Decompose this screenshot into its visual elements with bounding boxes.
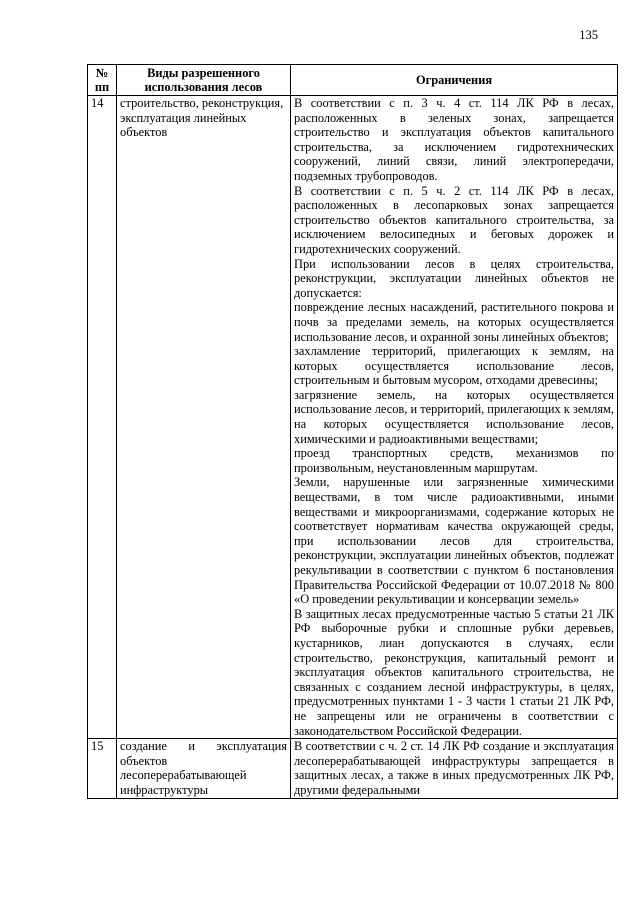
table-row (88, 739, 618, 798)
restrictions-cell (291, 739, 618, 798)
header-num-line2: пп (94, 80, 110, 94)
row-number: 14 (88, 96, 117, 739)
restriction-paragraph: Земли, нарушенные или загрязненные химическими веществами, в том числе радиоактивными, иными веществами и микроорганизмами, содержание которых не соответствует нормативам качества окружающей среды, при использовании лесов для строительства, реконструкции, эксплуатации линейных объектов, подлежат рекультивации в соответствии с пунктом 6 постановления Правительства Российской Федерации от 10.07.2018 № 800 «О проведении рекультивации и консервации земель» (294, 475, 614, 607)
restriction-paragraph: захламление территорий, прилегающих к землям, на которых осуществляется использование лесов, строительным и бытовым мусором, отходами древесины; (294, 344, 614, 388)
header-restrictions: Ограничения (291, 65, 618, 96)
restriction-paragraph: В соответствии с п. 3 ч. 4 ст. 114 ЛК РФ в лесах, расположенных в зеленых зонах, запрещается строительство и эксплуатация объектов капитального строительства, за исключением гидротехнических сооружений, линий связи, линий электропередачи, подземных трубопроводов. (294, 96, 614, 183)
restriction-paragraph: В защитных лесах предусмотренные частью 5 статьи 21 ЛК РФ выборочные рубки и сплошные рубки деревьев, кустарников, лиан допускаются в случаях, если строительство, реконструкция, капитальный ремонт и эксплуатация объектов капитального строительства, не связанных с созданием лесной инфраструктуры, в целях, предусмотренных пунктами 1 - 3 части 1 статьи 21 ЛК РФ, не запрещены или не ограничены в соответствии с законодательством Российской Федерации. (294, 606, 614, 738)
table-header-row (88, 65, 618, 96)
usage-type: строительство, реконструкция, эксплуатация линейных объектов (117, 96, 291, 739)
restrictions-cell (291, 96, 618, 739)
header-type: Виды разрешенного использования лесов (117, 65, 291, 96)
usage-type: создание и эксплуатация объектов лесоперерабатывающей инфраструктуры (117, 739, 291, 798)
restrictions-table (87, 64, 618, 799)
row-number: 15 (88, 739, 117, 798)
restriction-paragraph: загрязнение земель, на которых осуществляется использование лесов, и территорий, прилегающих к землям, на которых осуществляется использование лесов, химическими и радиоактивными веществами; (294, 387, 614, 446)
restriction-paragraph: При использовании лесов в целях строительства, реконструкции, эксплуатации линейных объектов не допускается: (294, 256, 614, 300)
header-num-line1: № (95, 66, 109, 80)
restriction-paragraph: В соответствии с п. 5 ч. 2 ст. 114 ЛК РФ в лесах, расположенных в лесопарковых зонах запрещается строительство объектов капитального строительства, за исключением велосипедных и беговых дорожек и гидротехнических сооружений. (294, 183, 614, 256)
table-row (88, 96, 618, 739)
restriction-paragraph: повреждение лесных насаждений, растительного покрова и почв за пределами земель, на которых осуществляется использование лесов, и охранной зоны линейных объектов; (294, 300, 614, 344)
restriction-paragraph: В соответствии с ч. 2 ст. 14 ЛК РФ создание и эксплуатация лесоперерабатывающей инфраструктуры запрещается в защитных лесах, а также в иных предусмотренных ЛК РФ, другими федеральными (294, 739, 614, 797)
restriction-paragraph: проезд транспортных средств, механизмов по произвольным, неустановленным маршрутам. (294, 446, 614, 475)
page-number: 135 (579, 28, 598, 42)
header-num (88, 65, 117, 96)
